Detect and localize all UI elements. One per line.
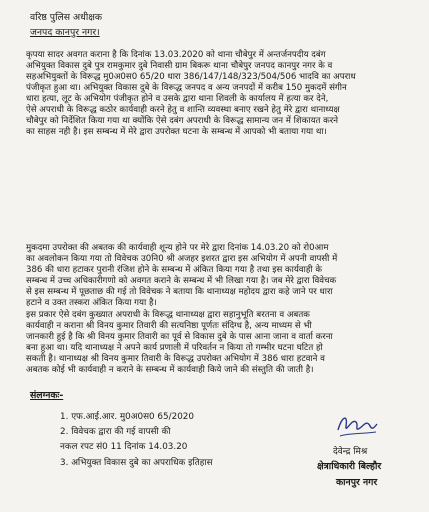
signatory-place: कानपुर नगर: [336, 477, 378, 488]
enclosures-title: संलग्नकः-: [30, 390, 64, 401]
enclosure-item: नकल रपट सं0 11 दिनांक 14.03.20: [60, 442, 188, 452]
district: जनपद कानपुर नगर।: [30, 27, 100, 38]
p1-line: अभियुक्त विकास दुबे पुत्र रामकुमार दुबे निवासी ग्राम बिकरू थाना चौबेपुर जनपद कानपुर नगर के व: [26, 61, 333, 71]
p1-line: चौबेपुर को निर्देशित किया गया था क्योंकि ऐसे दबंग अपराधी के विरूद्ध सामान्य जन में शिकायत करने: [26, 116, 339, 126]
p1-line: ऐसे अपराधी के विरूद्ध कठोर कार्यवाही करने हेतु व शान्ति व्यवस्था बनाए रखने हेतु मेरे द्वारा थानाध्यक्ष: [26, 105, 340, 115]
enclosure-item: 3. अभियुक्त विकास दुबे का अपराधिक इतिहास: [60, 458, 213, 468]
enclosure-item: 1. एफ.आई.आर. मु0अ0स0 65/2020: [60, 412, 194, 422]
p2-line: हटाने व उक्त तस्करा अंकित किया गया है।: [26, 298, 157, 308]
addressee: वरिष्ठ पुलिस अधीक्षक: [30, 12, 103, 23]
p1-line: कृपया सादर अवगत कराना है कि दिनांक 13.03.2020 को थाना चौबेपुर में अन्तर्जनपदीय दबंग: [26, 50, 326, 60]
p2-line: से इस सम्बन्ध में पूछताछ की गई तो विवेचक ने बताया कि थानाध्यक्ष महोदय द्वारा कहे जाने पर धारा: [26, 287, 333, 297]
paragraph-3: [26, 310, 412, 376]
p3-line: इस प्रकार ऐसे दबंग कुख्यात अपराधी के विरूद्ध थानाध्यक्ष द्वारा सहानुभूति बरतना व अबतक: [26, 310, 310, 320]
enclosure-item: 2. विवेचक द्वारा की गई वापसी की: [60, 427, 171, 437]
signatory-name: देवेन्द्र मिश्र: [333, 447, 368, 457]
p3-line: अबतक कोई भी कार्यवाही न कराने के सम्बन्ध में कार्यवाही किये जाने की संस्तुति की जाती है।: [26, 365, 314, 375]
p3-line: बना हुआ था। यदि थानाध्यक्ष ने अपने कार्य प्रणाली में परिवर्तन न किया तो गम्भीर घटना घटित हो: [26, 343, 323, 353]
p3-line: कार्यवाही न कराना श्री विनय कुमार तिवारी की सत्यनिष्ठा पूर्णतः संदिग्ध है, अन्य माध्यम से भी: [26, 321, 312, 331]
paragraph-1: [26, 50, 412, 138]
p2-line: का अवलोकन किया गया तो विवेचक उ0नि0 श्री अजहर इशरत द्वारा इस अभियोग में अपनी वापसी में: [26, 254, 338, 264]
p3-line: सकती है। थानाध्यक्ष श्री विनय कुमार तिवारी के विरूद्ध उपरोक्त अभियोग में 386 धारा हटवाने व: [26, 354, 325, 364]
paragraph-2: [26, 243, 412, 309]
p3-line: जानकारी हुई है कि श्री विनय कुमार तिवारी का पूर्व से विकास दुबे के पास आना जाना व वार्ता करना: [26, 332, 333, 342]
p2-line: मुकदमा उपरोक्त की अबतक की कार्यवाही शून्य होने पर मेरे द्वारा दिनांक 14.03.20 को रो0आम: [26, 243, 329, 253]
handwritten-signature: [334, 408, 380, 442]
p1-line: सहअभियुक्तों के विरूद्ध मु0अ0स0 65/20 धारा 386/147/148/323/504/506 भादवि का अपराध: [26, 72, 356, 82]
p1-line: का साहस नही है। इस सम्बन्ध में मेरे द्वारा उपरोक्त घटना के सम्बन्ध में आपको भी बताया गया था।: [26, 127, 327, 137]
p2-line: सम्बन्ध में उच्च अधिकारीगणो को अवगत कराने के सम्बन्ध में भी लिखा गया है। जब मेरे द्वारा विवेचक: [26, 276, 337, 286]
p2-line: 386 की धारा हटाकर पुरानी रंजिश होने के सम्बन्ध में अंकित किया गया है तथा इस कार्यवाही के: [26, 265, 322, 275]
p1-line: धारा हत्या, लूट के अभियोग पंजीकृत होने व उसके द्वारा थाना शिवली के कार्यालय में हत्या कर देने,: [26, 94, 329, 104]
p1-line: पंजीकृत हुआ था। अभियुक्त विकास दुबे के विरूद्ध जनपद व अन्य जनपदों में करीब 150 मुकदमें संगीन: [26, 83, 347, 93]
signatory-designation: क्षेत्राधिकारी बिल्हौर: [317, 461, 382, 472]
